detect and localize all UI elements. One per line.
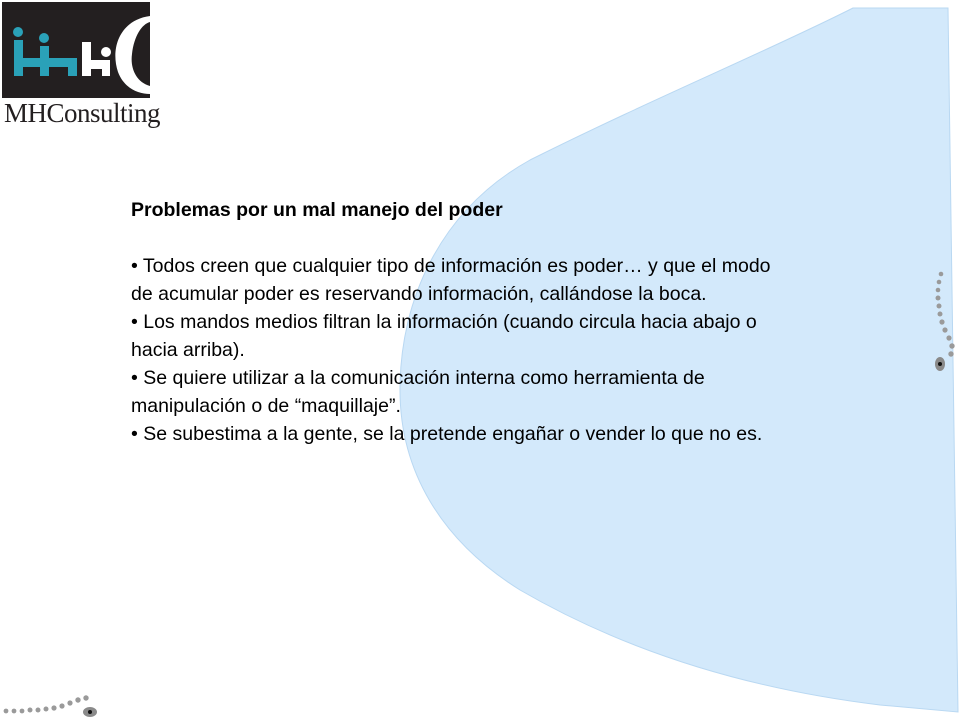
bullet-item: • Se subestima a la gente, se la pretende engañar o vender lo que no es.	[131, 423, 763, 445]
bullet-item: • Todos creen que cualquier tipo de información es poder… y que el modo de acumular poder es reservando información, callándose la boca.	[131, 255, 771, 305]
logo-mark	[2, 2, 150, 98]
dot-trail-bottom-decoration	[0, 690, 110, 720]
logo-brand-text: MHConsulting	[4, 98, 161, 128]
slide-content	[131, 196, 796, 448]
bullet-item: • Los mandos medios filtran la información (cuando circula hacia abajo o hacia arriba).	[131, 311, 757, 361]
company-logo	[0, 0, 160, 140]
mhc-monogram-icon	[2, 2, 150, 98]
slide-title: Problemas por un mal manejo del poder	[131, 199, 503, 221]
bullet-item: • Se quiere utilizar a la comunicación interna como herramienta de manipulación o de “maquillaje”.	[131, 367, 705, 417]
dot-trail-right-decoration	[925, 268, 960, 378]
